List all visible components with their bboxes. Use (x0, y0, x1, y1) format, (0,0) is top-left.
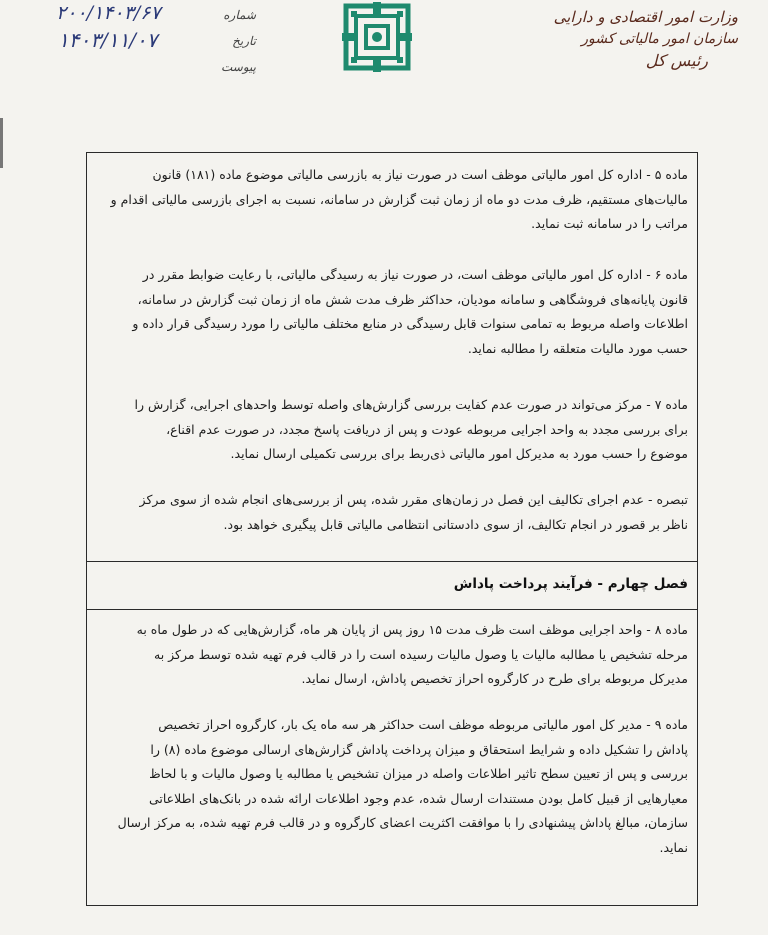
tax-organization-logo-icon (342, 2, 412, 72)
article-6-line: اطلاعات واصله مربوط به تمامی سنوات قابل رسیدگی در منابع مختلف مالیاتی را مورد رسیدگی قرار داده و (132, 316, 688, 331)
chapter-4-heading: فصل چهارم - فرآیند پرداخت پاداش (453, 576, 688, 592)
heading-divider (86, 609, 698, 610)
article-9-line: معیارهایی از قبیل کامل بودن مستندات ارسال شده، عدم وجود اطلاعات ارائه شده در بانک‌های اطلاعاتی (148, 790, 688, 806)
article-7 (96, 393, 688, 467)
article-6-line: قانون پایانه‌های فروشگاهی و سامانه مودیان، حداکثر ظرف مدت شش ماه از زمان ثبت گزارش در سامانه، (137, 291, 688, 307)
number-row (56, 2, 256, 28)
section-divider (86, 561, 698, 562)
date-value: ۱۴۰۳/۱۱/۰۷ (58, 28, 158, 52)
article-8-line: مدیرکل مربوطه برای طرح در کارگروه احراز تخصیص پاداش، ارسال نماید. (301, 671, 688, 686)
article-8 (96, 618, 688, 692)
attachment-label: پیوست (221, 60, 256, 74)
article-9-line: پاداش را تشکیل داده و شرایط استحقاق و میزان پرداخت پاداش گزارش‌های ارسالی موضوع ماده (۸) را (150, 741, 688, 757)
article-9 (96, 713, 688, 860)
date-label: تاریخ (232, 34, 256, 48)
attachment-row (56, 54, 256, 72)
letterhead-organization (538, 6, 738, 72)
article-5-line: مالیات‌های مستقیم، ظرف مدت دو ماه از زمان ثبت گزارش در سامانه، نسبت به اجرای بازرسی مالیاتی اقدام و (110, 191, 688, 207)
article-8-line: ماده ۸ - واحد اجرایی موظف است ظرف مدت ۱۵ روز پس از پایان هر ماه، گزارش‌هایی که در طول ماه به (136, 622, 688, 637)
organization-name: سازمان امور مالیاتی کشور (581, 31, 738, 47)
scan-edge (0, 118, 3, 168)
office-title: رئیس کل (645, 51, 708, 70)
number-label: شماره (223, 8, 256, 22)
letter-reference (56, 2, 256, 72)
ministry-name: وزارت امور اقتصادی و دارایی (553, 8, 738, 26)
article-7-line: برای بررسی مجدد به واحد اجرایی مربوطه عودت و پس از دریافت پاسخ مجدد، در صورت عدم اقناع، (166, 421, 688, 437)
date-row (56, 28, 256, 54)
note (96, 488, 688, 537)
article-6-line: حسب مورد مالیات متعلقه را مطالبه نماید. (467, 340, 688, 356)
number-value: ۲۰۰/۱۴۰۳/۶۷ (56, 2, 161, 24)
note-line: ناظر بر قصور در انجام تکالیف، از سوی دادستانی انتظامی مالیاتی قابل پیگیری خواهد بود. (223, 516, 688, 532)
article-9-line: نماید. (659, 839, 688, 855)
article-7-line: ماده ۷ - مرکز می‌تواند در صورت عدم کفایت بررسی گزارش‌های واصله توسط واحدهای اجرایی، گزارش را (134, 397, 688, 412)
article-8-line: مرحله تشخیص یا مطالبه مالیات یا وصول مالیات رسیده است را در قالب فرم تهیه شده توسط مرکز به (154, 646, 688, 662)
article-5-line: مراتب را در سامانه ثبت نماید. (531, 216, 688, 231)
article-6-line: ماده ۶ - اداره کل امور مالیاتی موظف است، در صورت نیاز به رسیدگی مالیاتی، با رعایت ضوابط مقرر در (142, 267, 688, 282)
article-7-line: موضوع را حسب مورد به مدیرکل امور مالیاتی ذی‌ربط برای بررسی تکمیلی ارسال نماید. (230, 446, 688, 461)
article-5-line: ماده ۵ - اداره کل امور مالیاتی موظف است در صورت نیاز به بازرسی مالیاتی موضوع ماده (۱۸۱) قانون (152, 167, 688, 182)
article-5 (96, 163, 688, 237)
article-6 (96, 263, 688, 361)
article-9-line: سازمان، مبالغ پاداش پیشنهادی را با موافقت اکثریت اعضای کارگروه و در قالب فرم تهیه شده، به مرکز ارسال (117, 815, 688, 830)
article-9-line: ماده ۹ - مدیر کل امور مالیاتی مربوطه موظف است حداکثر هر سه ماه یک بار، کارگروه احراز تخصیص (158, 717, 688, 732)
article-9-line: بررسی و پس از تعیین سطح تاثیر اطلاعات واصله در میزان تشخیص یا مطالبه یا وصول مالیات و با لحاظ (149, 766, 688, 781)
note-line: تبصره - عدم اجرای تکالیف این فصل در زمان‌های مقرر شده، پس از بررسی‌های انجام شده از سوی مرکز (139, 492, 688, 507)
